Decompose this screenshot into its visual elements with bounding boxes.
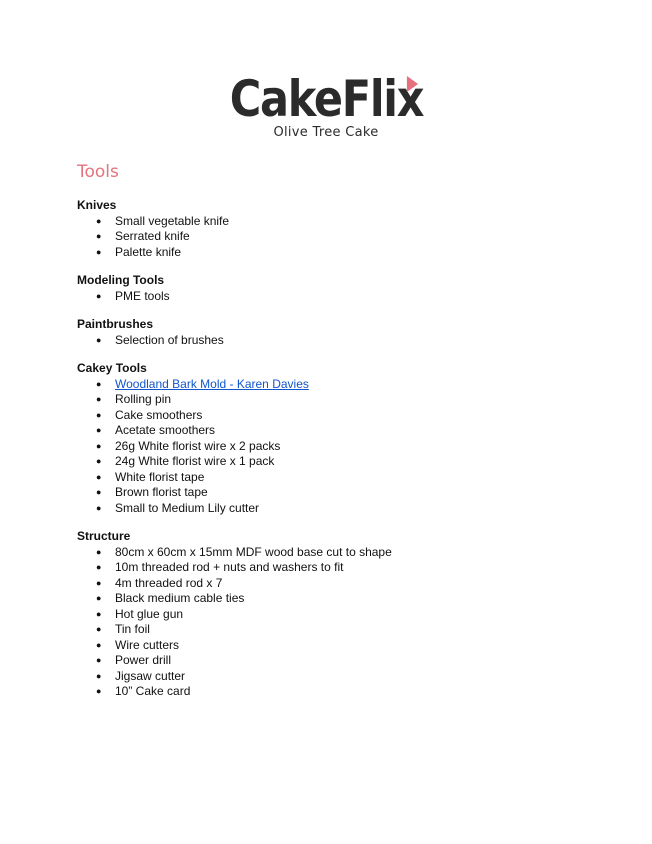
bullet-icon: ● — [96, 546, 102, 557]
bullet-icon: ● — [96, 334, 102, 345]
bullet-icon: ● — [96, 440, 102, 451]
section-heading: Cakey Tools — [77, 361, 147, 375]
list-item — [77, 377, 617, 393]
list-item-text: 4m threaded rod x 7 — [115, 575, 223, 590]
list-item-text: 80cm x 60cm x 15mm MDF wood base cut to shape — [115, 544, 392, 559]
list-item — [77, 214, 617, 230]
list-item — [77, 423, 617, 439]
list-item-text: Jigsaw cutter — [115, 668, 186, 683]
section-paintbrushes — [77, 317, 617, 348]
list-item — [77, 545, 617, 561]
list-item-text: Acetate smoothers — [115, 423, 216, 437]
bullet-icon: ● — [96, 562, 102, 572]
list-item-text: Cake smoothers — [115, 407, 203, 422]
list-item — [77, 607, 617, 623]
list-item-text: Rolling pin — [115, 392, 172, 406]
list-item — [77, 669, 617, 685]
list-item-text: Palette knife — [115, 244, 182, 259]
bullet-icon: ● — [96, 670, 102, 681]
section-heading: Structure — [77, 529, 131, 543]
list-item-text: Small to Medium Lily cutter — [115, 500, 260, 515]
bullet-icon: ● — [96, 246, 102, 257]
bullet-icon: ● — [96, 231, 102, 241]
list-item-text: White florist tape — [115, 469, 205, 484]
list-item-text: PME tools — [115, 288, 170, 303]
bullet-list — [77, 545, 617, 700]
list-item — [77, 560, 617, 576]
logo-text: CakeFlix — [229, 70, 423, 128]
document-body — [77, 160, 617, 713]
list-item — [77, 392, 617, 408]
list-item — [77, 622, 617, 638]
section-heading: Modeling Tools — [77, 273, 165, 287]
bullet-icon: ● — [96, 215, 102, 226]
list-item-text: Black medium cable ties — [115, 591, 245, 605]
bullet-list — [77, 214, 617, 261]
bullet-icon: ● — [96, 425, 102, 435]
bullet-icon: ● — [96, 686, 102, 696]
bullet-icon: ● — [96, 624, 102, 634]
list-item — [77, 638, 617, 654]
section-structure — [77, 529, 617, 700]
list-item-text: Brown florist tape — [115, 485, 208, 499]
section-cakey-tools — [77, 361, 617, 516]
bullet-list — [77, 377, 617, 517]
bullet-icon: ● — [96, 378, 102, 389]
list-item — [77, 684, 617, 700]
list-item-text: Selection of brushes — [115, 332, 224, 347]
bullet-icon: ● — [96, 394, 102, 404]
list-item — [77, 229, 617, 245]
section-heading: Knives — [77, 198, 117, 212]
bullet-list — [77, 333, 617, 349]
bullet-icon: ● — [96, 290, 102, 301]
page-title: Tools — [77, 162, 119, 182]
list-item — [77, 470, 617, 486]
list-item-text: 26g White florist wire x 2 packs — [115, 438, 281, 453]
list-item — [77, 439, 617, 455]
list-item — [77, 454, 617, 470]
section-heading: Paintbrushes — [77, 317, 154, 331]
list-item-text: 10” Cake card — [115, 684, 191, 698]
bullet-icon: ● — [96, 471, 102, 482]
list-item-text: Power drill — [115, 653, 172, 667]
list-item-text: Small vegetable knife — [115, 213, 230, 228]
list-item-text: 24g White florist wire x 1 pack — [115, 454, 275, 468]
list-item — [77, 576, 617, 592]
list-item — [77, 591, 617, 607]
bullet-icon: ● — [96, 639, 102, 650]
bullet-list — [77, 289, 617, 305]
bullet-icon: ● — [96, 456, 102, 466]
bullet-icon: ● — [96, 593, 102, 603]
list-item — [77, 333, 617, 349]
list-item — [77, 501, 617, 517]
cake-name-subtitle: Olive Tree Cake — [273, 125, 379, 140]
list-item — [77, 289, 617, 305]
section-modeling-tools — [77, 273, 617, 304]
bullet-icon: ● — [96, 502, 102, 513]
bullet-icon: ● — [96, 655, 102, 665]
logo-wordmark — [229, 72, 422, 126]
list-item-text: Hot glue gun — [115, 606, 184, 621]
section-knives — [77, 198, 617, 260]
play-triangle-icon — [406, 76, 417, 92]
list-item-text: Tin foil — [115, 622, 150, 636]
list-item — [77, 653, 617, 669]
list-item — [77, 408, 617, 424]
list-item — [77, 485, 617, 501]
bullet-icon: ● — [96, 409, 102, 420]
woodland-bark-mold-link[interactable]: Woodland Bark Mold - Karen Davies — [115, 376, 309, 391]
bullet-icon: ● — [96, 577, 102, 588]
cakeflix-logo — [0, 72, 652, 141]
list-item-text: 10m threaded rod + nuts and washers to fit — [115, 560, 344, 574]
list-item-text: Serrated knife — [115, 229, 190, 243]
bullet-icon: ● — [96, 487, 102, 497]
list-item — [77, 245, 617, 261]
list-item-text: Wire cutters — [115, 637, 180, 652]
bullet-icon: ● — [96, 608, 102, 619]
